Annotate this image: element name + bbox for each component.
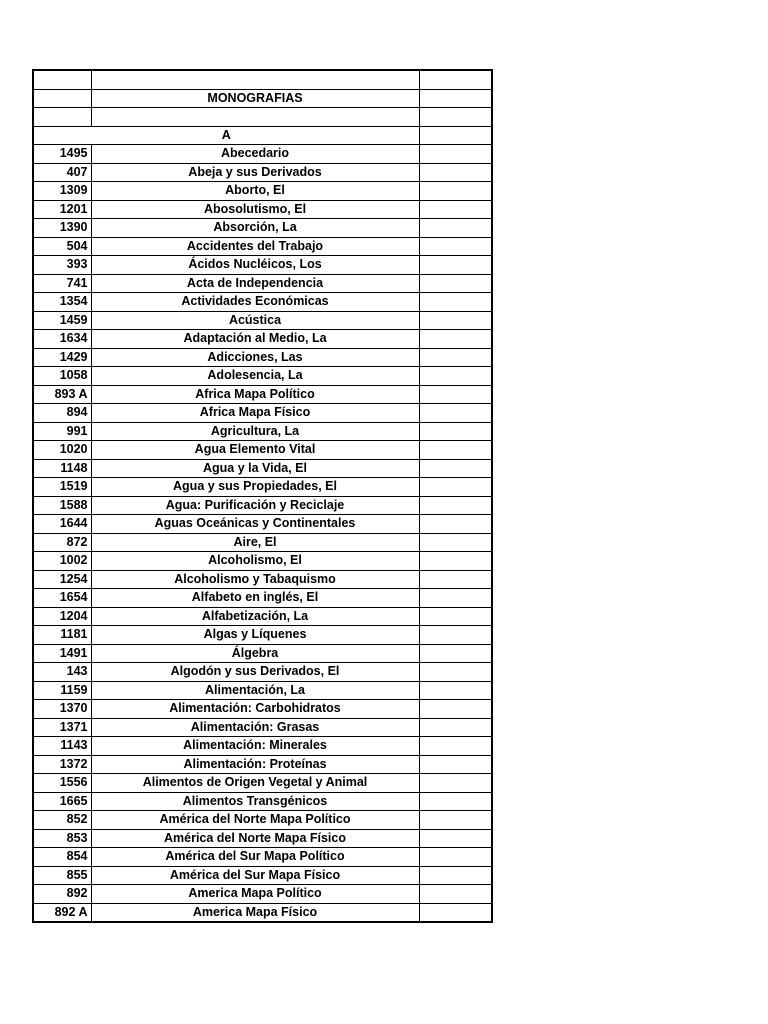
table-row <box>33 552 492 571</box>
entry-code[interactable]: 1020 <box>33 441 91 460</box>
table-row <box>33 330 492 349</box>
entry-empty-cell[interactable] <box>419 311 492 330</box>
table-row <box>33 792 492 811</box>
entry-code[interactable]: 1371 <box>33 718 91 737</box>
cell[interactable] <box>91 108 419 127</box>
entry-name[interactable]: América del Sur Mapa Físico <box>91 866 419 885</box>
entry-empty-cell[interactable] <box>419 848 492 867</box>
entry-empty-cell[interactable] <box>419 607 492 626</box>
section-row <box>33 126 492 145</box>
entry-empty-cell[interactable] <box>419 163 492 182</box>
entry-empty-cell[interactable] <box>419 404 492 423</box>
entry-code[interactable]: 1390 <box>33 219 91 238</box>
table-row <box>33 626 492 645</box>
entry-empty-cell[interactable] <box>419 478 492 497</box>
entry-code[interactable]: 407 <box>33 163 91 182</box>
entry-empty-cell[interactable] <box>419 422 492 441</box>
entry-code[interactable]: 393 <box>33 256 91 275</box>
entry-name[interactable]: América del Norte Mapa Político <box>91 811 419 830</box>
entry-name[interactable]: Algodón y sus Derivados, El <box>91 663 419 682</box>
entry-empty-cell[interactable] <box>419 533 492 552</box>
entry-code[interactable]: 1148 <box>33 459 91 478</box>
entry-code[interactable]: 1372 <box>33 755 91 774</box>
table-row <box>33 348 492 367</box>
entry-name[interactable]: América del Sur Mapa Político <box>91 848 419 867</box>
entry-code[interactable]: 143 <box>33 663 91 682</box>
entry-code[interactable]: 1459 <box>33 311 91 330</box>
entry-empty-cell[interactable] <box>419 885 492 904</box>
table-row <box>33 700 492 719</box>
entry-name[interactable]: Ácidos Nucléicos, Los <box>91 256 419 275</box>
entry-empty-cell[interactable] <box>419 274 492 293</box>
entry-code[interactable]: 1058 <box>33 367 91 386</box>
cell[interactable] <box>419 108 492 127</box>
entry-code[interactable]: 1254 <box>33 570 91 589</box>
entry-name[interactable]: Agua y sus Propiedades, El <box>91 478 419 497</box>
table-row <box>33 182 492 201</box>
cell[interactable] <box>419 126 492 145</box>
entry-empty-cell[interactable] <box>419 145 492 164</box>
entry-name[interactable]: Acta de Independencia <box>91 274 419 293</box>
entry-name[interactable]: Alcoholismo, El <box>91 552 419 571</box>
table-row <box>33 589 492 608</box>
entry-code[interactable]: 504 <box>33 237 91 256</box>
entry-empty-cell[interactable] <box>419 774 492 793</box>
entry-code[interactable]: 1204 <box>33 607 91 626</box>
entry-empty-cell[interactable] <box>419 663 492 682</box>
entry-empty-cell[interactable] <box>419 681 492 700</box>
entry-code[interactable]: 1002 <box>33 552 91 571</box>
entry-name[interactable]: Alimentación: Grasas <box>91 718 419 737</box>
blank-row <box>33 108 492 127</box>
entry-code[interactable]: 1429 <box>33 348 91 367</box>
table-row <box>33 478 492 497</box>
entry-code[interactable]: 853 <box>33 829 91 848</box>
table-row <box>33 866 492 885</box>
entry-code[interactable]: 852 <box>33 811 91 830</box>
table-row <box>33 367 492 386</box>
blank-row <box>33 70 492 89</box>
entry-name[interactable]: Agricultura, La <box>91 422 419 441</box>
cell[interactable] <box>419 89 492 108</box>
entry-empty-cell[interactable] <box>419 496 492 515</box>
entry-name[interactable]: Álgebra <box>91 644 419 663</box>
entry-empty-cell[interactable] <box>419 589 492 608</box>
table-row <box>33 903 492 922</box>
entry-empty-cell[interactable] <box>419 903 492 922</box>
table-row <box>33 607 492 626</box>
entry-name[interactable]: Alimentación: Proteínas <box>91 755 419 774</box>
entry-code[interactable]: 1491 <box>33 644 91 663</box>
entry-empty-cell[interactable] <box>419 256 492 275</box>
entry-code[interactable]: 1495 <box>33 145 91 164</box>
entry-name[interactable]: Alcoholismo y Tabaquismo <box>91 570 419 589</box>
entry-code[interactable]: 1370 <box>33 700 91 719</box>
cell[interactable] <box>33 108 91 127</box>
entry-name[interactable]: Abecedario <box>91 145 419 164</box>
table-row <box>33 644 492 663</box>
entry-name[interactable]: America Mapa Físico <box>91 903 419 922</box>
cell[interactable] <box>33 70 91 89</box>
entry-name[interactable]: Abosolutismo, El <box>91 200 419 219</box>
entry-empty-cell[interactable] <box>419 755 492 774</box>
entry-empty-cell[interactable] <box>419 626 492 645</box>
table-body <box>33 70 492 922</box>
page-title[interactable]: MONOGRAFIAS <box>91 89 419 108</box>
entry-code[interactable]: 1354 <box>33 293 91 312</box>
cell[interactable] <box>33 89 91 108</box>
entry-name[interactable]: Africa Mapa Físico <box>91 404 419 423</box>
table-row <box>33 496 492 515</box>
entry-code[interactable]: 1143 <box>33 737 91 756</box>
entry-empty-cell[interactable] <box>419 459 492 478</box>
entry-code[interactable]: 893 A <box>33 385 91 404</box>
table-row <box>33 829 492 848</box>
table-row <box>33 681 492 700</box>
entry-code[interactable]: 1588 <box>33 496 91 515</box>
table-row <box>33 422 492 441</box>
entry-name[interactable]: Aire, El <box>91 533 419 552</box>
entry-code[interactable]: 1634 <box>33 330 91 349</box>
entry-empty-cell[interactable] <box>419 385 492 404</box>
entry-code[interactable]: 1181 <box>33 626 91 645</box>
title-row <box>33 89 492 108</box>
entry-empty-cell[interactable] <box>419 367 492 386</box>
table-row <box>33 237 492 256</box>
table-row <box>33 459 492 478</box>
entry-name[interactable]: Alimentación: Carbohidratos <box>91 700 419 719</box>
entry-name[interactable]: Algas y Líquenes <box>91 626 419 645</box>
entry-empty-cell[interactable] <box>419 237 492 256</box>
entry-name[interactable]: Agua y la Vida, El <box>91 459 419 478</box>
entry-code[interactable]: 872 <box>33 533 91 552</box>
entry-name[interactable]: Alimentación: Minerales <box>91 737 419 756</box>
entry-name[interactable]: Agua Elemento Vital <box>91 441 419 460</box>
table-row <box>33 145 492 164</box>
table-row <box>33 200 492 219</box>
spreadsheet-table <box>32 69 493 923</box>
entry-code[interactable]: 854 <box>33 848 91 867</box>
entry-name[interactable]: Acústica <box>91 311 419 330</box>
table-row <box>33 311 492 330</box>
entry-empty-cell[interactable] <box>419 718 492 737</box>
entry-code[interactable]: 741 <box>33 274 91 293</box>
entry-empty-cell[interactable] <box>419 441 492 460</box>
table-row <box>33 441 492 460</box>
table-row <box>33 737 492 756</box>
table-row <box>33 570 492 589</box>
entry-code[interactable]: 1201 <box>33 200 91 219</box>
table-row <box>33 163 492 182</box>
entry-empty-cell[interactable] <box>419 792 492 811</box>
entry-name[interactable]: Absorción, La <box>91 219 419 238</box>
entry-empty-cell[interactable] <box>419 644 492 663</box>
entry-name[interactable]: Adolesencia, La <box>91 367 419 386</box>
entry-empty-cell[interactable] <box>419 182 492 201</box>
entry-empty-cell[interactable] <box>419 293 492 312</box>
entry-name[interactable]: America Mapa Político <box>91 885 419 904</box>
table-row <box>33 293 492 312</box>
cell[interactable] <box>419 70 492 89</box>
entry-empty-cell[interactable] <box>419 570 492 589</box>
entry-code[interactable]: 894 <box>33 404 91 423</box>
table-row <box>33 404 492 423</box>
entry-empty-cell[interactable] <box>419 219 492 238</box>
table-row <box>33 274 492 293</box>
entry-code[interactable]: 1644 <box>33 515 91 534</box>
entry-empty-cell[interactable] <box>419 515 492 534</box>
entry-empty-cell[interactable] <box>419 829 492 848</box>
entry-name[interactable]: Aborto, El <box>91 182 419 201</box>
entry-empty-cell[interactable] <box>419 330 492 349</box>
table-row <box>33 755 492 774</box>
table-row <box>33 811 492 830</box>
entry-code[interactable]: 892 <box>33 885 91 904</box>
entry-code[interactable]: 1654 <box>33 589 91 608</box>
entry-name[interactable]: Alimentos de Origen Vegetal y Animal <box>91 774 419 793</box>
entry-empty-cell[interactable] <box>419 552 492 571</box>
entry-code[interactable]: 1665 <box>33 792 91 811</box>
entry-name[interactable]: Agua: Purificación y Reciclaje <box>91 496 419 515</box>
table-row <box>33 533 492 552</box>
entry-code[interactable]: 1159 <box>33 681 91 700</box>
cell[interactable] <box>91 70 419 89</box>
table-row <box>33 219 492 238</box>
entry-code[interactable]: 1556 <box>33 774 91 793</box>
table-row <box>33 256 492 275</box>
entry-empty-cell[interactable] <box>419 866 492 885</box>
entry-name[interactable]: Adicciones, Las <box>91 348 419 367</box>
entry-name[interactable]: Alfabeto en inglés, El <box>91 589 419 608</box>
entry-name[interactable]: Alimentos Transgénicos <box>91 792 419 811</box>
table-row <box>33 848 492 867</box>
entry-code[interactable]: 1519 <box>33 478 91 497</box>
entry-name[interactable]: Adaptación al Medio, La <box>91 330 419 349</box>
entry-name[interactable]: Abeja y sus Derivados <box>91 163 419 182</box>
table-row <box>33 663 492 682</box>
entry-name[interactable]: Actividades Económicas <box>91 293 419 312</box>
entry-name[interactable]: Alfabetización, La <box>91 607 419 626</box>
table-row <box>33 515 492 534</box>
entry-empty-cell[interactable] <box>419 348 492 367</box>
entry-code[interactable]: 892 A <box>33 903 91 922</box>
section-letter[interactable]: A <box>33 126 419 145</box>
entry-code[interactable]: 991 <box>33 422 91 441</box>
entry-name[interactable]: América del Norte Mapa Físico <box>91 829 419 848</box>
entry-name[interactable]: Aguas Oceánicas y Continentales <box>91 515 419 534</box>
entry-empty-cell[interactable] <box>419 200 492 219</box>
entry-empty-cell[interactable] <box>419 700 492 719</box>
entry-code[interactable]: 855 <box>33 866 91 885</box>
table-row <box>33 885 492 904</box>
entry-name[interactable]: Alimentación, La <box>91 681 419 700</box>
table-row <box>33 385 492 404</box>
entry-empty-cell[interactable] <box>419 737 492 756</box>
entry-name[interactable]: Accidentes del Trabajo <box>91 237 419 256</box>
table-row <box>33 718 492 737</box>
entry-code[interactable]: 1309 <box>33 182 91 201</box>
table-row <box>33 774 492 793</box>
entry-name[interactable]: Africa Mapa Político <box>91 385 419 404</box>
entry-empty-cell[interactable] <box>419 811 492 830</box>
